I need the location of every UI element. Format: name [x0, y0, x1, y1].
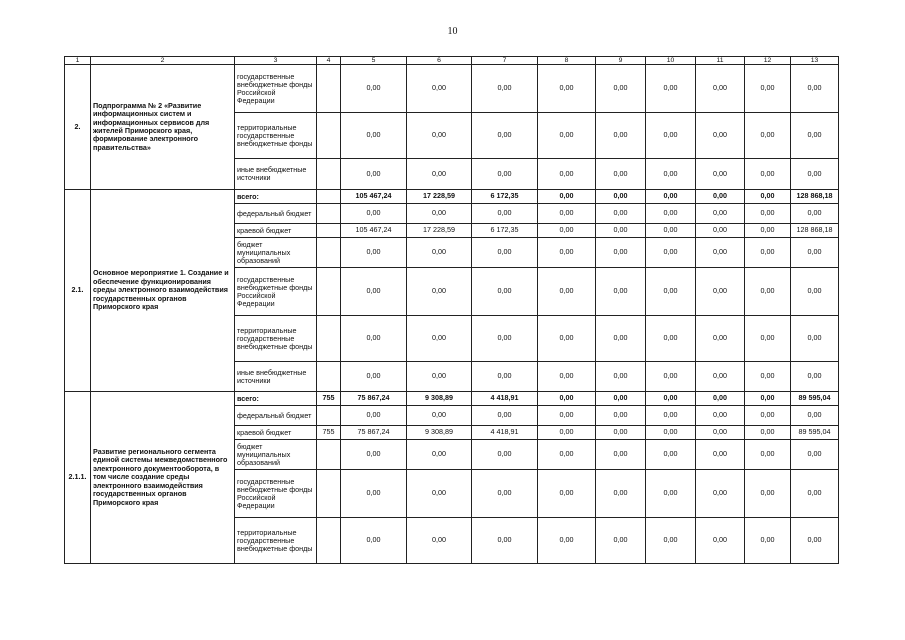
value-cell-col-13: 128 868,18: [791, 190, 839, 204]
value-cell-col-11: 0,00: [696, 362, 745, 392]
value-cell-col-11: 0,00: [696, 65, 745, 113]
value-cell-col-12: 0,00: [745, 426, 791, 440]
budget-table: [64, 56, 839, 564]
value-cell-col-13: 0,00: [791, 159, 839, 190]
code-cell: [317, 470, 341, 518]
value-cell-col-11: 0,00: [696, 426, 745, 440]
value-cell-col-12: 0,00: [745, 204, 791, 224]
value-cell-col-8: 0,00: [538, 159, 596, 190]
code-cell: [317, 440, 341, 470]
value-cell-col-10: 0,00: [646, 268, 696, 316]
value-cell-col-8: 0,00: [538, 65, 596, 113]
value-cell-col-12: 0,00: [745, 440, 791, 470]
value-cell-col-5: 0,00: [341, 440, 407, 470]
value-cell-col-5: 0,00: [341, 268, 407, 316]
code-cell: [317, 190, 341, 204]
value-cell-col-5: 0,00: [341, 204, 407, 224]
value-cell-col-8: 0,00: [538, 190, 596, 204]
header-cell-3: 3: [235, 57, 317, 65]
row-number: 2.1.: [65, 190, 91, 392]
value-cell-col-5: 0,00: [341, 65, 407, 113]
code-cell: [317, 65, 341, 113]
funding-source: территориальные государственные внебюджетные фонды: [235, 113, 317, 159]
funding-source: территориальные государственные внебюджетные фонды: [235, 518, 317, 564]
value-cell-col-10: 0,00: [646, 65, 696, 113]
funding-source: бюджет муниципальных образований: [235, 440, 317, 470]
value-cell-col-6: 0,00: [407, 204, 472, 224]
value-cell-col-10: 0,00: [646, 426, 696, 440]
value-cell-col-13: 0,00: [791, 406, 839, 426]
value-cell-col-9: 0,00: [596, 426, 646, 440]
value-cell-col-10: 0,00: [646, 362, 696, 392]
value-cell-col-7: 0,00: [472, 518, 538, 564]
table-body: [65, 57, 839, 564]
activity-name-bold: Основное мероприятие 1.: [93, 268, 186, 278]
value-cell-col-7: 0,00: [472, 268, 538, 316]
value-cell-col-11: 0,00: [696, 518, 745, 564]
value-cell-col-10: 0,00: [646, 113, 696, 159]
value-cell-col-6: 0,00: [407, 238, 472, 268]
value-cell-col-7: 0,00: [472, 65, 538, 113]
funding-source: федеральный бюджет: [235, 406, 317, 426]
value-cell-col-8: 0,00: [538, 238, 596, 268]
value-cell-col-9: 0,00: [596, 238, 646, 268]
funding-source: иные внебюджетные источники: [235, 362, 317, 392]
header-cell-9: 9: [596, 57, 646, 65]
value-cell-col-10: 0,00: [646, 224, 696, 238]
header-cell-4: 4: [317, 57, 341, 65]
code-cell: [317, 518, 341, 564]
funding-source: государственные внебюджетные фонды Российской Федерации: [235, 268, 317, 316]
value-cell-col-7: 0,00: [472, 362, 538, 392]
funding-source: государственные внебюджетные фонды Российской Федерации: [235, 65, 317, 113]
value-cell-col-6: 0,00: [407, 518, 472, 564]
value-cell-col-6: 17 228,59: [407, 190, 472, 204]
value-cell-col-13: 0,00: [791, 440, 839, 470]
value-cell-col-10: 0,00: [646, 392, 696, 406]
value-cell-col-5: 0,00: [341, 518, 407, 564]
value-cell-col-6: 0,00: [407, 159, 472, 190]
value-cell-col-13: 0,00: [791, 470, 839, 518]
value-cell-col-8: 0,00: [538, 406, 596, 426]
value-cell-col-12: 0,00: [745, 159, 791, 190]
value-cell-col-8: 0,00: [538, 268, 596, 316]
value-cell-col-8: 0,00: [538, 362, 596, 392]
value-cell-col-9: 0,00: [596, 190, 646, 204]
value-cell-col-8: 0,00: [538, 113, 596, 159]
value-cell-col-11: 0,00: [696, 113, 745, 159]
value-cell-col-5: 0,00: [341, 113, 407, 159]
value-cell-col-8: 0,00: [538, 440, 596, 470]
value-cell-col-10: 0,00: [646, 316, 696, 362]
value-cell-col-8: 0,00: [538, 426, 596, 440]
funding-source: всего:: [235, 190, 317, 204]
header-cell-11: 11: [696, 57, 745, 65]
value-cell-col-7: 0,00: [472, 440, 538, 470]
value-cell-col-10: 0,00: [646, 190, 696, 204]
activity-name-rest: Создание и обеспечение функционирования среды электронного взаимодействия государственных органов Приморского края: [93, 268, 229, 312]
value-cell-col-7: 4 418,91: [472, 392, 538, 406]
value-cell-col-6: 0,00: [407, 406, 472, 426]
header-row: [65, 57, 839, 65]
value-cell-col-11: 0,00: [696, 392, 745, 406]
value-cell-col-13: 128 868,18: [791, 224, 839, 238]
value-cell-col-6: 17 228,59: [407, 224, 472, 238]
value-cell-col-13: 0,00: [791, 268, 839, 316]
value-cell-col-8: 0,00: [538, 518, 596, 564]
code-cell: [317, 316, 341, 362]
value-cell-col-13: 0,00: [791, 518, 839, 564]
value-cell-col-11: 0,00: [696, 190, 745, 204]
value-cell-col-9: 0,00: [596, 224, 646, 238]
value-cell-col-12: 0,00: [745, 238, 791, 268]
activity-name: Развитие регионального сегмента единой системы межведомственного электронного документооборота, в том числе создание среды электронного взаимодействия государственных органов Приморского края: [91, 392, 235, 564]
value-cell-col-12: 0,00: [745, 113, 791, 159]
table-row: [65, 65, 839, 113]
value-cell-col-11: 0,00: [696, 204, 745, 224]
value-cell-col-11: 0,00: [696, 406, 745, 426]
value-cell-col-6: 0,00: [407, 65, 472, 113]
value-cell-col-10: 0,00: [646, 518, 696, 564]
funding-source: краевой бюджет: [235, 426, 317, 440]
value-cell-col-5: 0,00: [341, 316, 407, 362]
value-cell-col-7: 0,00: [472, 316, 538, 362]
value-cell-col-12: 0,00: [745, 392, 791, 406]
value-cell-col-9: 0,00: [596, 440, 646, 470]
funding-source: краевой бюджет: [235, 224, 317, 238]
code-cell: [317, 204, 341, 224]
table-row: [65, 190, 839, 204]
value-cell-col-7: 6 172,35: [472, 224, 538, 238]
value-cell-col-6: 0,00: [407, 113, 472, 159]
value-cell-col-11: 0,00: [696, 268, 745, 316]
value-cell-col-12: 0,00: [745, 268, 791, 316]
value-cell-col-5: 0,00: [341, 238, 407, 268]
value-cell-col-9: 0,00: [596, 518, 646, 564]
value-cell-col-13: 0,00: [791, 204, 839, 224]
value-cell-col-11: 0,00: [696, 159, 745, 190]
row-number: 2.: [65, 65, 91, 190]
value-cell-col-10: 0,00: [646, 440, 696, 470]
value-cell-col-10: 0,00: [646, 406, 696, 426]
header-cell-10: 10: [646, 57, 696, 65]
value-cell-col-13: 89 595,04: [791, 392, 839, 406]
value-cell-col-9: 0,00: [596, 204, 646, 224]
code-cell: [317, 406, 341, 426]
code-cell: [317, 268, 341, 316]
header-cell-1: 1: [65, 57, 91, 65]
value-cell-col-5: 75 867,24: [341, 426, 407, 440]
value-cell-col-13: 0,00: [791, 238, 839, 268]
funding-source: всего:: [235, 392, 317, 406]
value-cell-col-9: 0,00: [596, 406, 646, 426]
header-cell-6: 6: [407, 57, 472, 65]
code-cell: 755: [317, 392, 341, 406]
value-cell-col-8: 0,00: [538, 470, 596, 518]
value-cell-col-9: 0,00: [596, 392, 646, 406]
value-cell-col-7: 0,00: [472, 113, 538, 159]
value-cell-col-11: 0,00: [696, 440, 745, 470]
value-cell-col-6: 9 308,89: [407, 426, 472, 440]
value-cell-col-12: 0,00: [745, 470, 791, 518]
value-cell-col-5: 105 467,24: [341, 224, 407, 238]
code-cell: [317, 224, 341, 238]
value-cell-col-10: 0,00: [646, 238, 696, 268]
header-cell-8: 8: [538, 57, 596, 65]
funding-source: федеральный бюджет: [235, 204, 317, 224]
code-cell: [317, 159, 341, 190]
activity-name: Подпрограмма № 2 «Развитие информационных систем и информационных сервисов для жителей Приморского края, формирование электронного правительства»: [91, 65, 235, 190]
value-cell-col-9: 0,00: [596, 316, 646, 362]
value-cell-col-13: 0,00: [791, 316, 839, 362]
table-row: [65, 392, 839, 406]
code-cell: 755: [317, 426, 341, 440]
code-cell: [317, 113, 341, 159]
header-cell-5: 5: [341, 57, 407, 65]
page-number: 10: [447, 26, 458, 37]
value-cell-col-5: 0,00: [341, 362, 407, 392]
value-cell-col-13: 89 595,04: [791, 426, 839, 440]
header-cell-13: 13: [791, 57, 839, 65]
value-cell-col-12: 0,00: [745, 362, 791, 392]
value-cell-col-8: 0,00: [538, 204, 596, 224]
value-cell-col-12: 0,00: [745, 316, 791, 362]
value-cell-col-5: 0,00: [341, 159, 407, 190]
header-cell-2: 2: [91, 57, 235, 65]
value-cell-col-11: 0,00: [696, 224, 745, 238]
value-cell-col-12: 0,00: [745, 65, 791, 113]
value-cell-col-11: 0,00: [696, 316, 745, 362]
value-cell-col-9: 0,00: [596, 362, 646, 392]
value-cell-col-6: 0,00: [407, 440, 472, 470]
value-cell-col-8: 0,00: [538, 316, 596, 362]
funding-source: государственные внебюджетные фонды Российской Федерации: [235, 470, 317, 518]
value-cell-col-7: 0,00: [472, 238, 538, 268]
funding-source: территориальные государственные внебюджетные фонды: [235, 316, 317, 362]
value-cell-col-7: 0,00: [472, 204, 538, 224]
value-cell-col-11: 0,00: [696, 238, 745, 268]
value-cell-col-5: 0,00: [341, 406, 407, 426]
funding-source: иные внебюджетные источники: [235, 159, 317, 190]
activity-name: [91, 190, 235, 392]
code-cell: [317, 362, 341, 392]
value-cell-col-7: 0,00: [472, 406, 538, 426]
value-cell-col-9: 0,00: [596, 268, 646, 316]
row-number: 2.1.1.: [65, 392, 91, 564]
value-cell-col-8: 0,00: [538, 392, 596, 406]
value-cell-col-13: 0,00: [791, 362, 839, 392]
value-cell-col-7: 4 418,91: [472, 426, 538, 440]
funding-source: бюджет муниципальных образований: [235, 238, 317, 268]
value-cell-col-7: 0,00: [472, 159, 538, 190]
value-cell-col-6: 0,00: [407, 362, 472, 392]
value-cell-col-9: 0,00: [596, 113, 646, 159]
value-cell-col-5: 105 467,24: [341, 190, 407, 204]
value-cell-col-7: 0,00: [472, 470, 538, 518]
value-cell-col-5: 0,00: [341, 470, 407, 518]
code-cell: [317, 238, 341, 268]
value-cell-col-6: 0,00: [407, 268, 472, 316]
value-cell-col-9: 0,00: [596, 159, 646, 190]
value-cell-col-12: 0,00: [745, 406, 791, 426]
value-cell-col-9: 0,00: [596, 65, 646, 113]
value-cell-col-12: 0,00: [745, 190, 791, 204]
value-cell-col-6: 0,00: [407, 470, 472, 518]
header-cell-12: 12: [745, 57, 791, 65]
value-cell-col-10: 0,00: [646, 470, 696, 518]
value-cell-col-9: 0,00: [596, 470, 646, 518]
value-cell-col-10: 0,00: [646, 204, 696, 224]
value-cell-col-13: 0,00: [791, 65, 839, 113]
value-cell-col-5: 75 867,24: [341, 392, 407, 406]
value-cell-col-10: 0,00: [646, 159, 696, 190]
value-cell-col-13: 0,00: [791, 113, 839, 159]
value-cell-col-12: 0,00: [745, 224, 791, 238]
header-cell-7: 7: [472, 57, 538, 65]
value-cell-col-7: 6 172,35: [472, 190, 538, 204]
value-cell-col-11: 0,00: [696, 470, 745, 518]
value-cell-col-8: 0,00: [538, 224, 596, 238]
value-cell-col-6: 0,00: [407, 316, 472, 362]
value-cell-col-6: 9 308,89: [407, 392, 472, 406]
value-cell-col-12: 0,00: [745, 518, 791, 564]
